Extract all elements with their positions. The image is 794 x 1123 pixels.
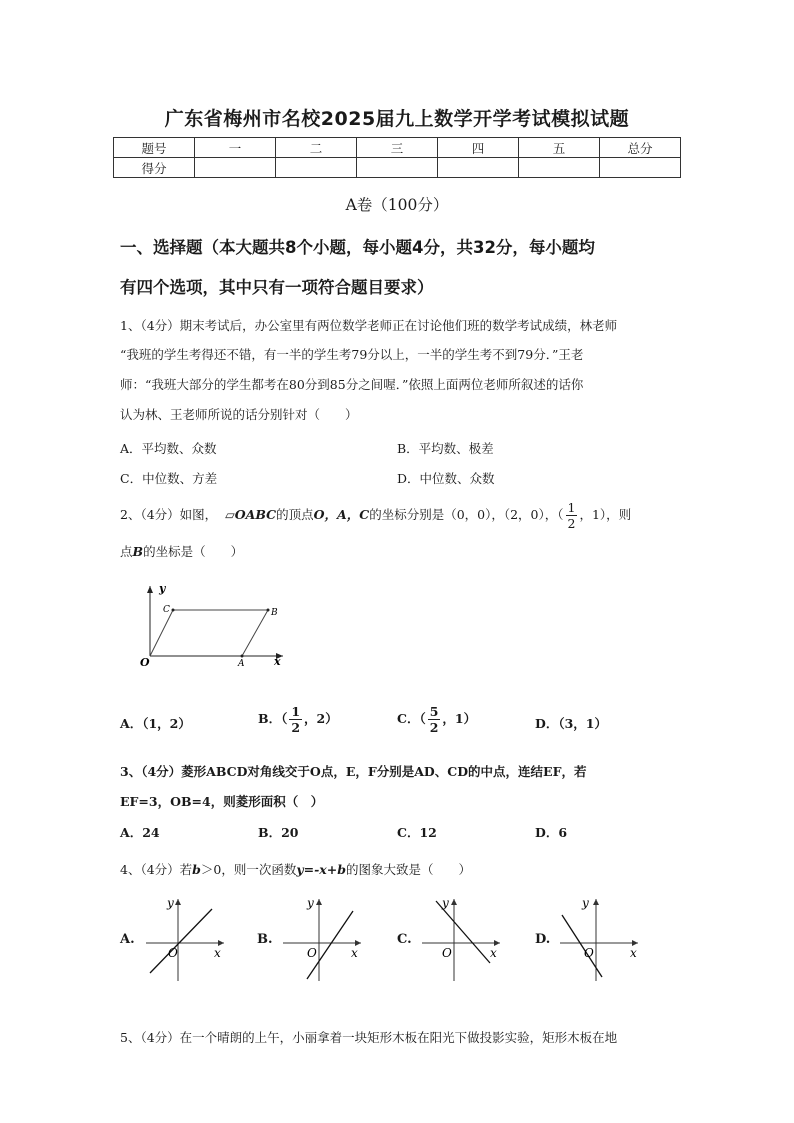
q4-cond-text: ＞0，则一次函数 xyxy=(200,862,297,877)
point-c xyxy=(172,609,175,612)
score-table xyxy=(113,137,681,178)
q1-line: 认为林、王老师所说的话分别针对（ ） xyxy=(120,407,358,422)
q2-points: O，A，C xyxy=(313,507,370,522)
point-b xyxy=(267,609,270,612)
q2-frac-den: 2 xyxy=(567,516,576,531)
a-label: A xyxy=(238,659,245,669)
y-label: y xyxy=(582,896,589,910)
table-header-cell: 四 xyxy=(438,138,519,158)
x-label: x xyxy=(630,946,637,960)
table-header-cell: 一 xyxy=(195,138,276,158)
q3-line2: EF=3，OB=4，则菱形面积（ ） xyxy=(120,794,324,809)
q3-option-c: C．12 xyxy=(397,825,437,840)
q2-line2-c: 的坐标是（ ） xyxy=(143,544,244,559)
q2-point-b: B xyxy=(132,544,144,559)
q2-option-b-fraction xyxy=(289,704,302,735)
x-label: x xyxy=(274,655,281,668)
q2-option-c xyxy=(397,704,476,735)
q2-option-b xyxy=(258,704,338,735)
q4-cond-var: b xyxy=(192,862,201,877)
q2-option-b-post: ，2） xyxy=(304,711,338,726)
c-label: C xyxy=(163,605,170,615)
y-label: y xyxy=(442,896,449,910)
y-axis-arrow-icon xyxy=(451,899,457,905)
q4-option-b-label: B. xyxy=(257,932,273,947)
function-line xyxy=(307,911,353,979)
table-row xyxy=(114,138,681,158)
score-cell xyxy=(438,158,519,178)
q2-text: 的坐标分别是（0，0），（2，0），（ xyxy=(369,507,564,522)
origin-label: O xyxy=(168,946,178,960)
y-axis-arrow-icon xyxy=(593,899,599,905)
q1-option-b: B．平均数、极差 xyxy=(397,441,494,456)
q2-option-a: A．（1，2） xyxy=(120,716,191,731)
q2-shape: OABC xyxy=(234,507,277,522)
q4-function: y=-x+b xyxy=(296,862,346,877)
table-header-cell: 三 xyxy=(357,138,438,158)
y-label: y xyxy=(159,582,166,595)
section-a-heading: A卷（100分） xyxy=(345,196,449,214)
section1-heading-line1: 一、选择题（本大题共8个小题，每小题4分，共32分，每小题均 xyxy=(120,238,595,257)
q3-line1: 3、（4分）菱形ABCD对角线交于O点，E，F分别是AD、CD的中点，连结EF，若 xyxy=(120,764,587,779)
table-row xyxy=(114,158,681,178)
score-cell xyxy=(600,158,681,178)
table-row-label: 得分 xyxy=(114,158,195,178)
q1-line: 师：“我班大部分的学生都考在80分到85分之间喔．”依照上面两位老师所叙述的话你 xyxy=(120,377,584,392)
page-title: 广东省梅州市名校2025届九上数学开学考试模拟试题 xyxy=(164,108,630,130)
table-header-cell: 题号 xyxy=(114,138,195,158)
q4-pre: 4、（4分）若 xyxy=(120,862,193,877)
x-label: x xyxy=(490,946,497,960)
q4-option-a-label: A. xyxy=(120,932,135,947)
origin-label: O xyxy=(307,946,317,960)
origin-label: O xyxy=(442,946,452,960)
table-header-cell: 二 xyxy=(276,138,357,158)
q2-frac-num: 1 xyxy=(567,500,576,515)
parallelogram-shape xyxy=(150,610,268,656)
q1-line: 1、（4分）期末考试后，办公室里有两位数学老师正在讨论他们班的数学考试成绩，林老师 xyxy=(120,318,618,333)
b-label: B xyxy=(271,608,278,618)
y-axis-arrow-icon xyxy=(175,899,181,905)
x-label: x xyxy=(214,946,221,960)
q1-line: “我班的学生考得还不错，有一半的学生考79分以上，一半的学生考不到79分．”王老 xyxy=(120,347,584,362)
table-header-cell: 五 xyxy=(519,138,600,158)
y-axis-arrow-icon xyxy=(316,899,322,905)
q2-figure xyxy=(128,580,288,670)
q2-prefix: 2、（4分）如图， xyxy=(120,507,218,522)
q1-option-a: A．平均数、众数 xyxy=(120,441,217,456)
q2-option-c-pre: C．（ xyxy=(397,711,426,726)
score-cell xyxy=(276,158,357,178)
y-axis-arrow-icon xyxy=(147,586,153,593)
q4-line xyxy=(120,860,471,878)
origin-label: O xyxy=(140,656,150,669)
score-cell xyxy=(195,158,276,178)
q2-fraction xyxy=(566,500,578,531)
q4-post: 的图象大致是（ ） xyxy=(345,862,471,877)
q4-option-c-label: C. xyxy=(397,932,412,947)
frac-num: 5 xyxy=(429,704,439,719)
q2-line2 xyxy=(120,542,243,560)
q4-graph-c xyxy=(418,893,502,983)
q2-option-b-pre: B．（ xyxy=(258,711,288,726)
q3-option-a: A．24 xyxy=(120,825,160,840)
frac-num: 1 xyxy=(291,704,301,719)
y-label: y xyxy=(307,896,314,910)
frac-den: 2 xyxy=(291,720,301,735)
origin-label: O xyxy=(584,946,594,960)
q2-line1 xyxy=(120,500,631,531)
q2-mid: 的顶点 xyxy=(276,507,314,522)
section1-heading-line2: 有四个选项，其中只有一项符合题目要求） xyxy=(120,278,434,297)
parallelogram-icon: ▱ xyxy=(225,507,235,522)
q4-graph-a xyxy=(142,893,226,983)
x-label: x xyxy=(351,946,358,960)
score-cell xyxy=(357,158,438,178)
q2-option-c-post: ，1） xyxy=(442,711,477,726)
q1-option-d: D．中位数、众数 xyxy=(397,471,495,486)
function-line xyxy=(150,909,212,973)
y-label: y xyxy=(167,896,174,910)
q5-line1: 5、（4分）在一个晴朗的上午，小丽拿着一块矩形木板在阳光下做投影实验，矩形木板在地 xyxy=(120,1030,618,1045)
table-header-cell: 总分 xyxy=(600,138,681,158)
q4-option-d-label: D. xyxy=(535,932,551,947)
point-a xyxy=(241,655,244,658)
q1-option-c: C．中位数、方差 xyxy=(120,471,218,486)
frac-den: 2 xyxy=(429,720,439,735)
q2-option-d: D．（3，1） xyxy=(535,716,607,731)
q2-line2-a: 点 xyxy=(120,544,133,559)
q3-option-d: D．6 xyxy=(535,825,568,840)
q3-option-b: B．20 xyxy=(258,825,299,840)
q4-graph-d xyxy=(556,893,640,983)
q2-option-c-fraction xyxy=(428,704,441,735)
q2-suffix: ，1），则 xyxy=(579,507,632,522)
q4-graph-b xyxy=(279,893,363,983)
score-cell xyxy=(519,158,600,178)
